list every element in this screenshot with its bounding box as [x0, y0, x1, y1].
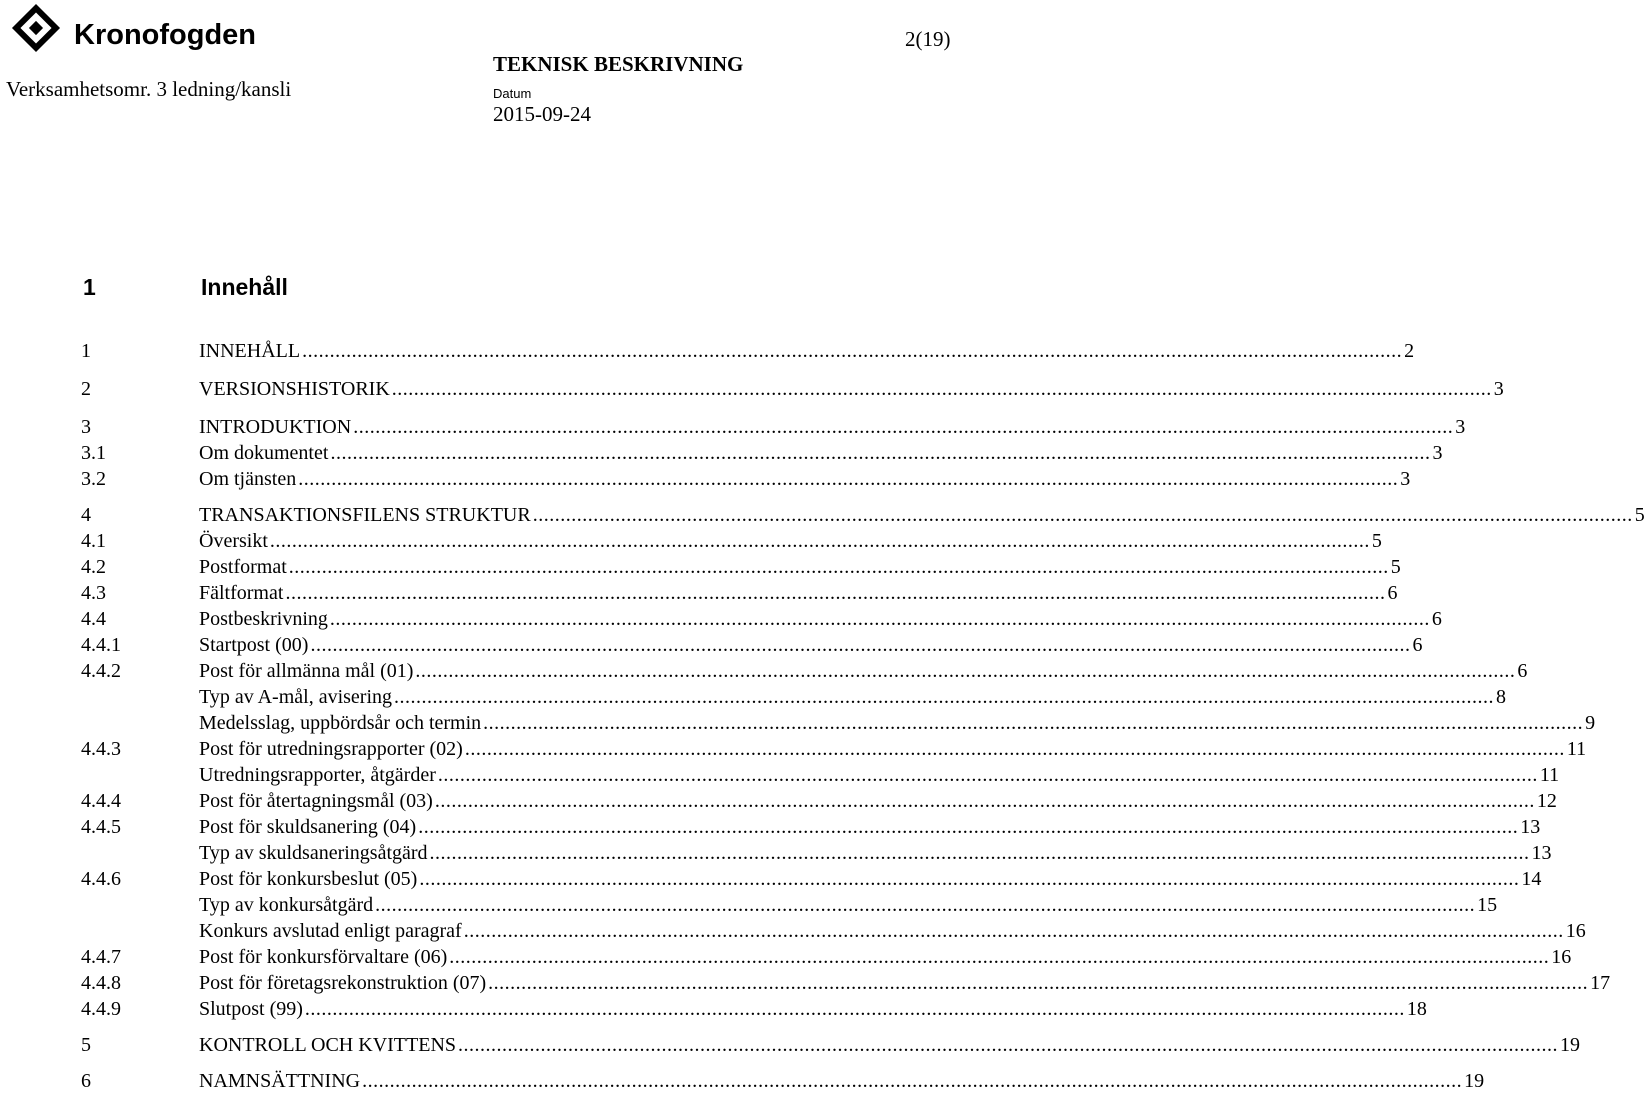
toc-entry[interactable] [81, 972, 1611, 998]
toc-dot-leader: ........................................................................................................................................................................................................ [391, 378, 1492, 400]
toc-entry-page: 17 [1590, 972, 1611, 994]
toc-entry[interactable] [81, 442, 1443, 468]
toc-entry[interactable] [81, 894, 1498, 920]
toc-entry[interactable] [81, 530, 1382, 556]
toc-entry[interactable] [81, 468, 1411, 494]
toc-entry-label: Startpost (00) [199, 634, 309, 656]
toc-entry-number: 3.2 [81, 468, 106, 490]
toc-dot-leader: ........................................................................................................................................................................................................ [285, 582, 1386, 604]
toc-entry-page: 6 [1517, 660, 1528, 682]
toc-entry-label: Typ av A-mål, avisering [199, 686, 392, 708]
toc-entry-page: 14 [1521, 868, 1542, 890]
toc-dot-leader: ........................................................................................................................................................................................................ [302, 340, 1403, 362]
kronofogden-logo [8, 2, 257, 58]
toc-entry-page: 5 [1634, 504, 1645, 526]
toc-entry-label: Konkurs avslutad enligt paragraf [199, 920, 462, 942]
toc-dot-leader: ........................................................................................................................................................................................................ [375, 894, 1476, 916]
kronofogden-logo-mark [8, 2, 257, 58]
toc-heading-number: 1 [83, 274, 96, 300]
toc-entry-number: 3.1 [81, 442, 106, 464]
toc-entry[interactable] [81, 416, 1466, 442]
department-label: Verksamhetsomr. 3 ledning/kansli [6, 77, 292, 101]
toc-entry-label: Fältformat [199, 582, 284, 604]
toc-dot-leader: ........................................................................................................................................................................................................ [329, 608, 1430, 630]
toc-entry-label: Post för återtagningsmål (03) [199, 790, 433, 812]
toc-entry-page: 11 [1539, 764, 1560, 786]
toc-entry-page: 3 [1400, 468, 1411, 490]
toc-entry-label: Om tjänsten [199, 468, 297, 490]
toc-entry-number: 4.4.8 [81, 972, 121, 994]
toc-entry-label: Slutpost (99) [199, 998, 303, 1020]
toc-dot-leader: ........................................................................................................................................................................................................ [449, 946, 1550, 968]
toc-entry-page: 5 [1390, 556, 1401, 578]
toc-entry[interactable] [81, 868, 1542, 894]
toc-entry[interactable] [81, 1034, 1581, 1060]
toc-dot-leader: ........................................................................................................................................................................................................ [463, 920, 1564, 942]
toc-heading-text: Innehåll [201, 274, 288, 300]
toc-entry-number: 6 [81, 1070, 91, 1092]
toc-entry-page: 9 [1585, 712, 1596, 734]
toc-entry[interactable] [81, 686, 1506, 712]
toc-entry-number: 4.4.7 [81, 946, 121, 968]
toc-entry-label: Om dokumentet [199, 442, 329, 464]
toc-entry-label: Utredningsrapporter, åtgärder [199, 764, 436, 786]
toc-entry-label: NAMNSÄTTNING [199, 1070, 361, 1092]
toc-dot-leader: ........................................................................................................................................................................................................ [418, 816, 1519, 838]
toc-entry-page: 16 [1565, 920, 1586, 942]
toc-entry-number: 5 [81, 1034, 91, 1056]
toc-entry-label: INTRODUKTION [199, 416, 352, 438]
toc-entry[interactable] [81, 582, 1398, 608]
document-type: TEKNISK BESKRIVNING [493, 52, 744, 76]
toc-entry-page: 6 [1431, 608, 1442, 630]
toc-entry-label: INNEHÅLL [199, 340, 301, 362]
toc-dot-leader: ........................................................................................................................................................................................................ [483, 712, 1584, 734]
toc-entry-label: Postbeskrivning [199, 608, 328, 630]
toc-dot-leader: ........................................................................................................................................................................................................ [464, 738, 1565, 760]
toc-entry-page: 8 [1496, 686, 1506, 708]
toc-entry[interactable] [81, 1070, 1485, 1096]
toc-entry[interactable] [81, 738, 1587, 764]
date-label: Datum [493, 86, 532, 101]
toc-entry-label: TRANSAKTIONSFILENS STRUKTUR [199, 504, 531, 526]
toc-dot-leader: ........................................................................................................................................................................................................ [437, 764, 1538, 786]
toc-entry-page: 12 [1536, 790, 1557, 812]
toc-entry-number: 2 [81, 378, 91, 400]
toc-dot-leader: ........................................................................................................................................................................................................ [488, 972, 1589, 994]
toc-entry-page: 13 [1531, 842, 1552, 864]
toc-entry-number: 4.1 [81, 530, 106, 552]
toc-dot-leader: ........................................................................................................................................................................................................ [429, 842, 1530, 864]
toc-entry-page: 3 [1493, 378, 1504, 400]
toc-entry-label: Typ av skuldsaneringsåtgärd [199, 842, 428, 864]
toc-entry-label: Post för företagsrekonstruktion (07) [199, 972, 487, 994]
logo-wordmark: Kronofogden [74, 19, 257, 51]
toc-entry-page: 18 [1406, 998, 1427, 1020]
date-value: 2015-09-24 [493, 102, 591, 126]
toc-entry-number: 1 [81, 340, 91, 362]
toc-entry[interactable] [81, 340, 1415, 366]
toc-dot-leader: ........................................................................................................................................................................................................ [310, 634, 1411, 656]
toc-dot-leader: ........................................................................................................................................................................................................ [288, 556, 1389, 578]
toc-entry-page: 15 [1477, 894, 1498, 916]
toc-entry[interactable] [81, 660, 1528, 686]
toc-dot-leader: ........................................................................................................................................................................................................ [353, 416, 1454, 438]
toc-dot-leader: ........................................................................................................................................................................................................ [415, 660, 1516, 682]
toc-entry[interactable] [81, 946, 1572, 972]
toc-entry[interactable] [81, 816, 1541, 842]
toc-entry-number: 4 [81, 504, 91, 526]
toc-entry[interactable] [81, 634, 1423, 660]
toc-entry-label: Översikt [199, 530, 268, 552]
toc-entry-label: Post för utredningsrapporter (02) [199, 738, 463, 760]
toc-entry-label: Post för konkursförvaltare (06) [199, 946, 448, 968]
toc-dot-leader: ........................................................................................................................................................................................................ [419, 868, 1520, 890]
toc-entry-page: 2 [1404, 340, 1415, 362]
toc-entry-number: 4.2 [81, 556, 106, 578]
toc-entry-page: 3 [1455, 416, 1466, 438]
toc-entry-page: 11 [1566, 738, 1587, 760]
toc-entry-number: 4.4.9 [81, 998, 121, 1020]
page-number: 2(19) [905, 27, 951, 51]
toc-entry-number: 4.4.4 [81, 790, 121, 812]
toc-entry-page: 6 [1387, 582, 1398, 604]
toc-entry[interactable] [81, 920, 1586, 946]
toc-entry[interactable] [81, 764, 1560, 790]
toc-dot-leader: ........................................................................................................................................................................................................ [330, 442, 1431, 464]
toc-entry-label: Post för konkursbeslut (05) [199, 868, 418, 890]
toc-entry-label: VERSIONSHISTORIK [199, 378, 390, 400]
toc-dot-leader: ........................................................................................................................................................................................................ [458, 1034, 1559, 1056]
toc-entry-number: 4.4.6 [81, 868, 121, 890]
toc-entry-page: 19 [1560, 1034, 1581, 1056]
toc-dot-leader: ........................................................................................................................................................................................................ [394, 686, 1494, 708]
toc-entry[interactable] [81, 556, 1401, 582]
toc-entry[interactable] [81, 378, 1504, 404]
toc-entry-number: 3 [81, 416, 91, 438]
toc-entry[interactable] [81, 998, 1427, 1024]
toc-entry-page: 3 [1432, 442, 1443, 464]
toc-entry-number: 4.4.1 [81, 634, 121, 656]
toc-dot-leader: ........................................................................................................................................................................................................ [362, 1070, 1463, 1092]
toc-entry-label: Postformat [199, 556, 287, 578]
toc-entry-label: Post för allmänna mål (01) [199, 660, 414, 682]
toc-dot-leader: ........................................................................................................................................................................................................ [434, 790, 1535, 812]
toc-dot-leader: ........................................................................................................................................................................................................ [532, 504, 1633, 526]
toc-entry-number: 4.3 [81, 582, 106, 604]
toc-entry-number: 4.4 [81, 608, 106, 630]
toc-dot-leader: ........................................................................................................................................................................................................ [269, 530, 1370, 552]
toc-entry-label: KONTROLL OCH KVITTENS [199, 1034, 457, 1056]
toc-entry-label: Medelsslag, uppbördsår och termin [199, 712, 482, 734]
toc-entry-page: 13 [1520, 816, 1541, 838]
toc-entry-page: 19 [1464, 1070, 1485, 1092]
toc-entry-number: 4.4.2 [81, 660, 121, 682]
toc-entry[interactable] [81, 712, 1596, 738]
toc-entry[interactable] [81, 608, 1442, 634]
toc-dot-leader: ........................................................................................................................................................................................................ [298, 468, 1399, 490]
toc-entry-number: 4.4.5 [81, 816, 121, 838]
toc-entry-page: 6 [1412, 634, 1423, 656]
toc-entry[interactable] [81, 790, 1557, 816]
toc-entry-label: Typ av konkursåtgärd [199, 894, 374, 916]
toc-entry[interactable] [81, 842, 1552, 868]
toc-entry-label: Post för skuldsanering (04) [199, 816, 417, 838]
toc-dot-leader: ........................................................................................................................................................................................................ [304, 998, 1405, 1020]
toc-entry[interactable] [81, 504, 1645, 530]
toc-entry-page: 16 [1551, 946, 1572, 968]
toc-entry-number: 4.4.3 [81, 738, 121, 760]
toc-entry-page: 5 [1371, 530, 1382, 552]
